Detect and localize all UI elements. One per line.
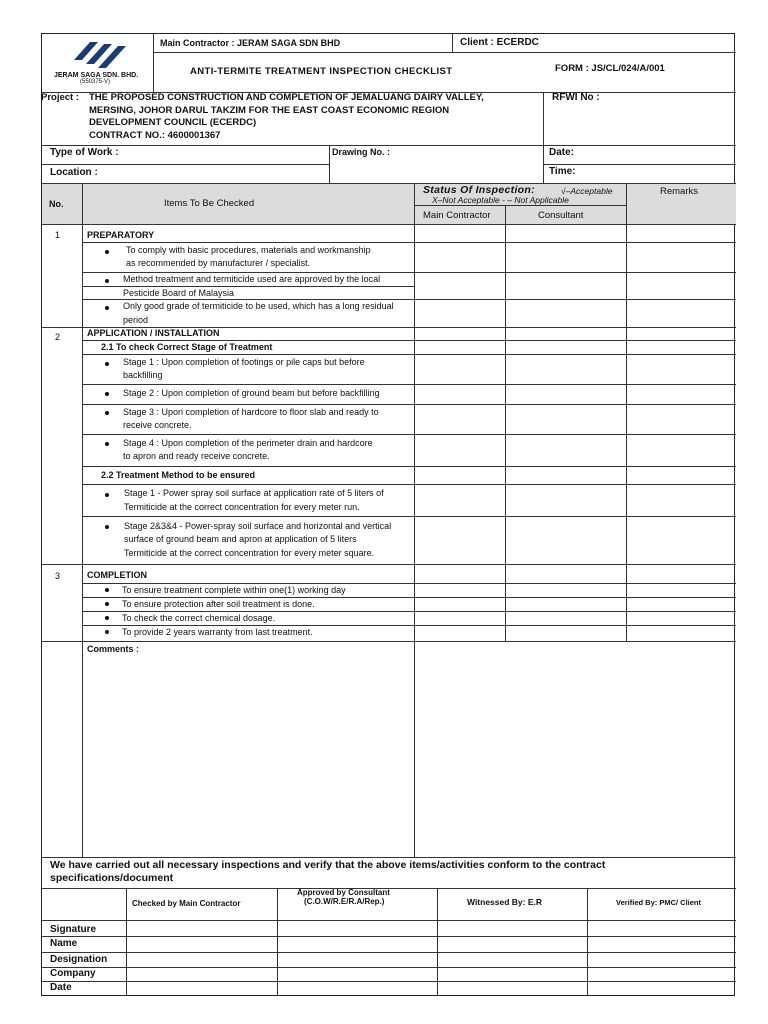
s21-item-4-line-1: Stage 4 : Upon completion of the perimeter drain and hardcore	[123, 438, 373, 448]
section-3-title: COMPLETION	[87, 570, 147, 580]
section-2-number: 2	[55, 332, 61, 342]
column-header-consultant: Consultant	[538, 210, 584, 221]
column-header-no: No.	[49, 199, 64, 209]
s21-item-3-line-1: Stage 3 : Upon completion of hardcore to floor slab and ready to	[123, 407, 379, 417]
column-header-main-contractor: Main Contractor	[423, 210, 491, 221]
contract-number: CONTRACT NO.: 4600001367	[89, 130, 221, 141]
jeram-saga-logo-icon	[70, 38, 132, 74]
date-field: Date:	[549, 147, 575, 158]
approved-by-header: Approved by Consultant	[297, 888, 390, 897]
s1-item-2-line-1: Method treatment and termiticide used are approved by the local	[123, 274, 381, 284]
s21-item-4-line-2: to apron and ready receive concrete.	[123, 451, 270, 461]
s1-item-3-line-2: period	[123, 315, 149, 325]
signature-row-label: Signature	[50, 924, 97, 935]
status-of-inspection-title: Status Of Inspection:	[423, 184, 535, 196]
rfwi-field: RFWI No :	[552, 92, 600, 103]
s21-item-3-line-2: receive concrete.	[123, 420, 192, 430]
type-of-work-field: Type of Work :	[50, 147, 119, 158]
status-legend-not-acceptable: X–Not Acceptable - – Not Applicable	[432, 195, 569, 205]
s22-item-2-line-2: surface of ground beam and apron at application of 5 liters	[124, 534, 357, 544]
s1-item-1-line-1: To comply with basic procedures, materials and workmanship	[126, 245, 371, 255]
comments-area[interactable]	[83, 656, 413, 856]
name-row-label: Name	[50, 938, 78, 949]
checked-by-header: Checked by Main Contractor	[132, 899, 241, 908]
s22-item-1-line-2: Termiticide at the correct concentration for every meter run.	[124, 502, 360, 512]
s22-item-1-line-1: Stage 1 - Power spray soil surface at application rate of 5 liters of	[124, 488, 384, 498]
main-contractor-field: Main Contractor : JERAM SAGA SDN BHD	[160, 38, 341, 48]
form-title: ANTI-TERMITE TREATMENT INSPECTION CHECKLIST	[190, 66, 453, 77]
approved-by-sub: (C.O.W/R.E/R.A/Rep.)	[304, 897, 385, 906]
company-name: JERAM SAGA SDN. BHD.	[54, 72, 139, 79]
column-header-items: Items To Be Checked	[164, 198, 255, 209]
s3-item-3: To check the correct chemical dosage.	[122, 613, 276, 623]
form-number: FORM : JS/CL/024/A/001	[555, 63, 665, 74]
verified-by-header: Verified By: PMC/ Client	[616, 898, 702, 907]
company-reg: (550375-V)	[80, 79, 111, 85]
declaration-line-1: We have carried out all necessary inspections and verify that the above items/activities conform to the contract	[50, 859, 606, 871]
s3-item-2: To ensure protection after soil treatment is done.	[122, 599, 315, 609]
date-row-label: Date	[50, 982, 72, 993]
comments-label: Comments :	[87, 644, 140, 654]
project-line-3: DEVELOPMENT COUNCIL (ECERDC)	[89, 117, 257, 128]
subsection-2-1-title: 2.1 To check Correct Stage of Treatment	[101, 342, 273, 352]
status-legend-acceptable: √–Acceptable	[561, 186, 613, 196]
column-header-remarks: Remarks	[660, 186, 699, 197]
s21-item-1-line-1: Stage 1 : Upon completion of footings or pile caps but before	[123, 357, 365, 367]
project-label: Project :	[41, 92, 80, 103]
declaration-line-2: specifications/document	[50, 872, 174, 884]
location-field: Location :	[50, 167, 98, 178]
project-line-1: THE PROPOSED CONSTRUCTION AND COMPLETION OF JEMALUANG DAIRY VALLEY,	[89, 92, 484, 103]
s1-item-3-line-1: Only good grade of termiticide to be used, which has a long residual	[123, 301, 394, 311]
s3-item-4: To provide 2 years warranty from last treatment.	[122, 627, 313, 637]
s21-item-2: Stage 2 : Upon completion of ground beam but before backfilling	[123, 388, 380, 398]
client-field: Client : ECERDC	[460, 37, 539, 48]
section-2-title: APPLICATION / INSTALLATION	[87, 328, 220, 338]
s1-item-2-line-2: Pesticide Board of Malaysia	[123, 288, 235, 298]
inspection-form	[41, 33, 735, 996]
drawing-number-field: Drawing No. :	[332, 147, 390, 157]
time-field: Time:	[549, 166, 576, 177]
s3-item-1: To ensure treatment complete within one(1) working day	[122, 585, 346, 595]
s21-item-1-line-2: backfilling	[123, 370, 163, 380]
subsection-2-2-title: 2.2 Treatment Method to be ensured	[101, 470, 256, 480]
section-3-number: 3	[55, 571, 61, 581]
project-line-2: MERSING, JOHOR DARUL TAKZIM FOR THE EAST COAST ECONOMIC REGION	[89, 105, 450, 116]
witnessed-by-header: Witnessed By: E.R	[467, 897, 543, 907]
s1-item-1-line-2: as recommended by manufacturer / specialist.	[126, 258, 311, 268]
designation-row-label: Designation	[50, 954, 108, 965]
s22-item-2-line-3: Termiticide at the correct concentration for every meter square.	[124, 548, 375, 558]
company-row-label: Company	[50, 968, 96, 979]
section-1-title: PREPARATORY	[87, 230, 155, 240]
section-1-number: 1	[55, 230, 61, 240]
s22-item-2-line-1: Stage 2&3&4 - Power-spray soil surface and horizontal and vertical	[124, 521, 392, 531]
